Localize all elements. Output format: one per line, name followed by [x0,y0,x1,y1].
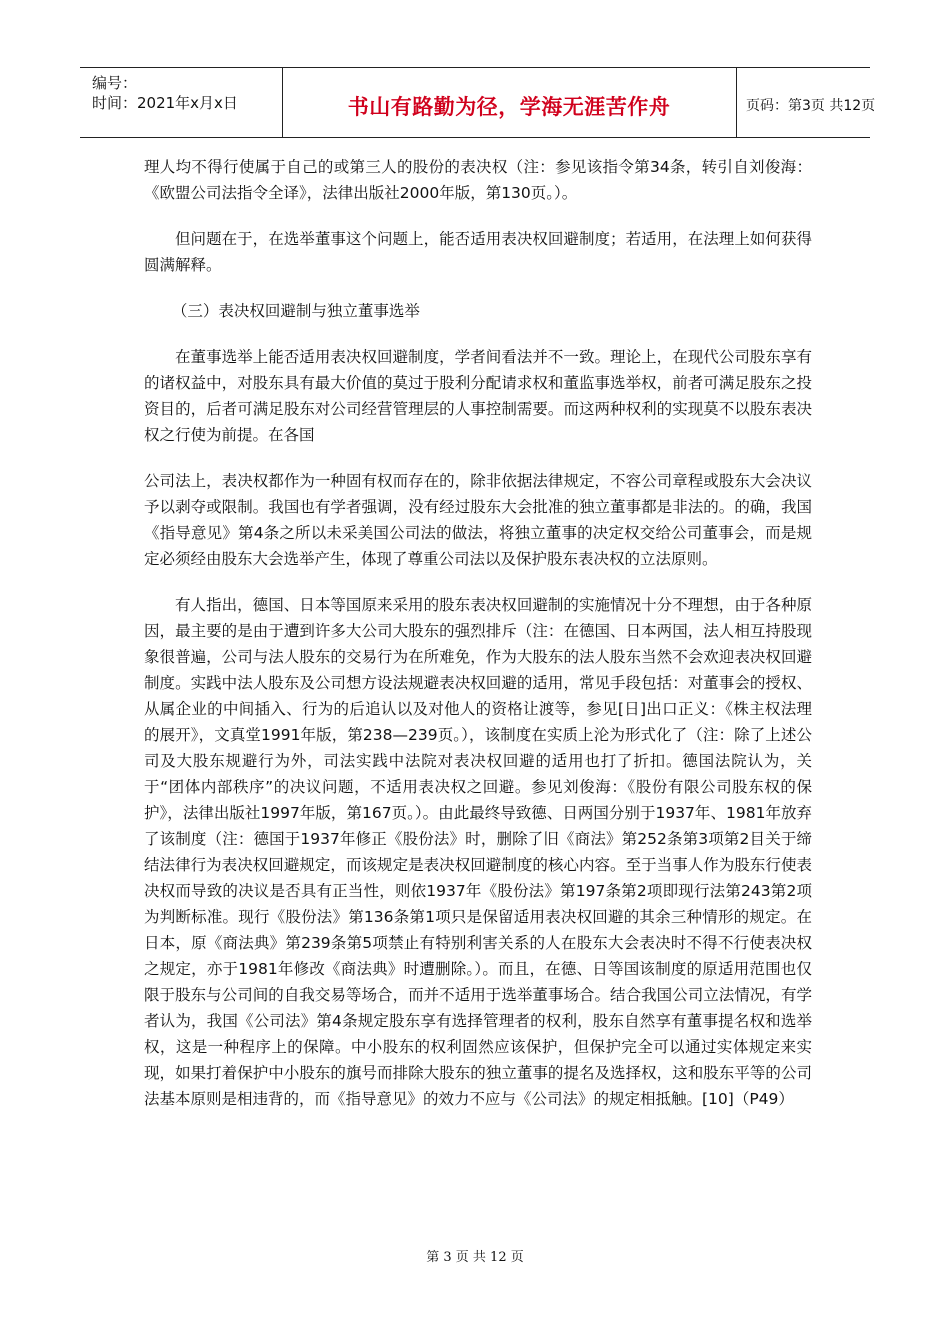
motto-text: 书山有路勤为径，学海无涯苦作舟 [347,94,671,119]
paragraph: 在董事选举上能否适用表决权回避制度，学者间看法并不一致。理论上，在现代公司股东享有的诸权益中，对股东具有最大价值的莫过于股利分配请求权和董监事选举权，前者可满足股东之投资目的，后者可满足股东对公司经营管理层的人事控制需要。而这两种权利的实现莫不以股东表决权之行使为前提。在各国 [144,348,812,444]
document-body [144,154,812,1132]
section-heading: （三）表决权回避制与独立董事选举 [171,302,420,320]
time-label: 时间：2021年x月x日 [92,94,238,112]
page-code: 页码：第3页 共12页 [746,98,876,114]
document-header [80,67,876,138]
paragraph: 公司法上，表决权都作为一种固有权而存在的，除非依据法律规定，不容公司章程或股东大会决议予以剥夺或限制。我国也有学者强调，没有经过股东大会批准的独立董事都是非法的。的确，我国《指导意见》第4条之所以未采美国公司法的做法，将独立董事的决定权交给公司董事会，而是规定必须经由股东大会选举产生，体现了尊重公司法以及保护股东表决权的立法原则。 [144,472,812,568]
paragraph: 但问题在于，在选举董事这个问题上，能否适用表决权回避制度；若适用，在法理上如何获得圆满解释。 [144,230,812,274]
paragraph: 理人均不得行使属于自己的或第三人的股份的表决权（注：参见该指令第34条，转引自刘俊海：《欧盟公司法指令全译》，法律出版社2000年版，第130页。）。 [144,158,812,202]
header-page-cell [736,68,876,137]
header-motto-cell [282,68,737,137]
header-meta-cell [80,68,283,137]
page-footer: 第 3 页 共 12 页 [426,1250,524,1265]
paragraph: 有人指出，德国、日本等国原来采用的股东表决权回避制的实施情况十分不理想，由于各种原因，最主要的是由于遭到许多大公司大股东的强烈排斥（注：在德国、日本两国，法人相互持股现象很普遍，公司与法人股东的交易行为在所难免，作为大股东的法人股东当然不会欢迎表决权回避制度。实践中法人股东及公司想方设法规避表决权回避的适用，常见手段包括：对董事会的授权、从属企业的中间插入、行为的后追认以及对他人的资格让渡等，参见[日]出口正义：《株主权法理的展开》，文真堂1991年版，第238—239页。），该制度在实质上沦为形式化了（注：除了上述公司及大股东规避行为外，司法实践中法院对表决权回避的适用也打了折扣。德国法院认为，关于“团体内部秩序”的决议问题，不适用表决权之回避。参见刘俊海：《股份有限公司股东权的保护》，法律出版社1997年版，第167页。）。由此最终导致德、日两国分别于1937年、1981年放弃了该制度（注：德国于1937年修正《股份法》时，删除了旧《商法》第252条第3项第2目关于缔结法律行为表决权回避规定，而该规定是表决权回避制度的核心内容。至于当事人作为股东行使表决权而导致的决议是否具有正当性，则依1937年《股份法》第197条第2项即现行法第243第2项为判断标准。现行《股份法》第136条第1项只是保留适用表决权回避的其余三种情形的规定。在日本，原《商法典》第239条第5项禁止有特别利害关系的人在股东大会表决时不得不行使表决权之规定，亦于1981年修改《商法典》时遭删除。）。而且，在德、日等国该制度的原适用范围也仅限于股东与公司间的自我交易等场合，而并不适用于选举董事场合。结合我国公司立法情况，有学者认为，我国《公司法》第4条规定股东享有选择管理者的权利，股东自然享有董事提名权和选举权，这是一种程序上的保障。中小股东的权利固然应该保护，但保护完全可以通过实体规定来实现，如果打着保护中小股东的旗号而排除大股东的独立董事的提名及选择权，这和股东平等的公司法基本原则是相违背的，而《指导意见》的效力不应与《公司法》的规定相抵触。[10]（P49） [144,596,812,1108]
code-label: 编号： [92,74,138,92]
